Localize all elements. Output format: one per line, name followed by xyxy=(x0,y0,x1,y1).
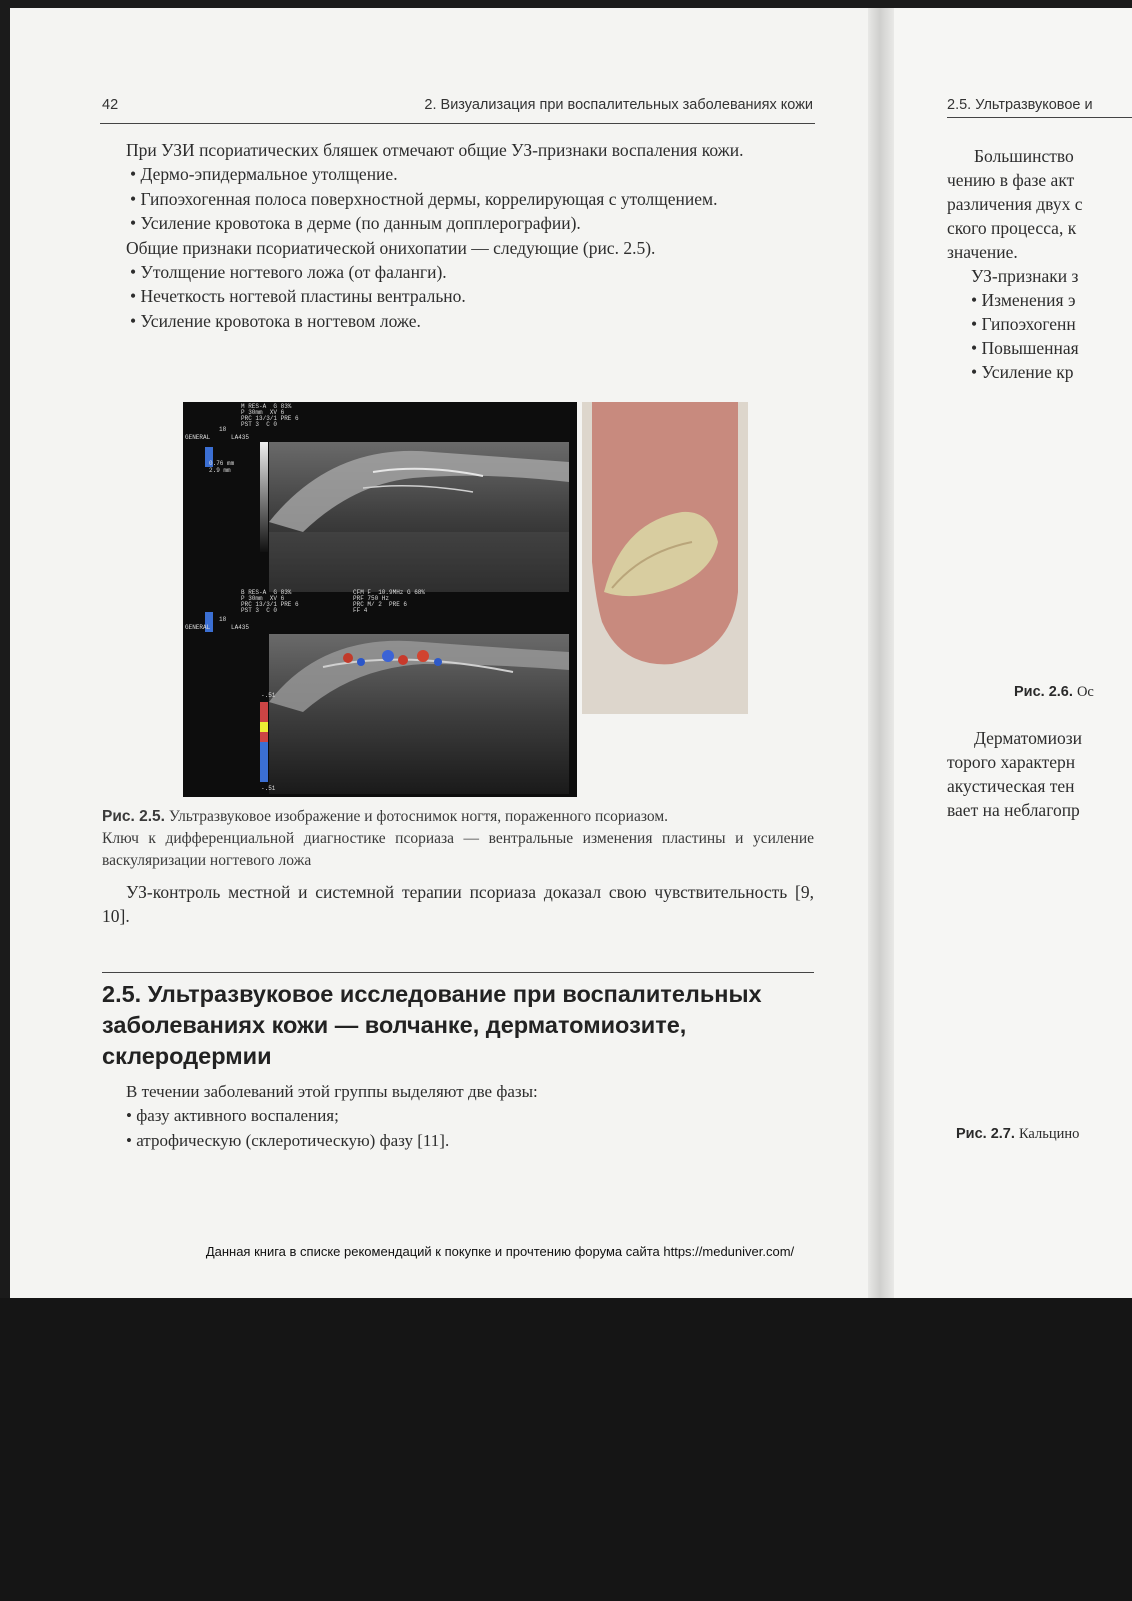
us-scale-bottom: -.51 xyxy=(261,785,276,792)
us-doppler-settings: CFM F 10.9MHz G 68% PRF 750 Hz PRC M/ 2 PRE 6 FF 4 xyxy=(353,589,426,614)
figure-2-5 xyxy=(183,402,748,797)
us-bottom-settings: B RES-A G 83% P 30mm XV 6 PRC 13/3/1 PRE 6 PST 3 C 0 xyxy=(241,589,299,614)
running-head xyxy=(100,97,815,124)
conclusion: УЗ-контроль местной и системной терапии псориаза доказал свою чувствительность [9, 10]. xyxy=(102,882,814,927)
phases-text xyxy=(102,1080,814,1153)
phase-item: • фазу активного воспаления; xyxy=(102,1104,814,1128)
right-bullet: • Изменения э xyxy=(971,290,1076,310)
us-top-settings: M RES-A G 83% P 30mm XV 6 PRC 13/3/1 PRE 6 PST 3 C 0 xyxy=(241,403,299,428)
nail-intro: Общие признаки псориатической онихопатии — следующие (рис. 2.5). xyxy=(126,237,656,258)
psoriasis-text xyxy=(102,138,814,333)
us-measurements: 0.76 mm 2.9 mm xyxy=(209,460,235,474)
chapter-title: 2. Визуализация при воспалительных заболеваниях кожи xyxy=(424,97,813,113)
ultrasound-image xyxy=(183,402,577,797)
us-bottom-probe: LA435 xyxy=(231,624,250,631)
us-top-depth: 18 xyxy=(219,426,227,433)
right-bullet: • Гипоэхогенн xyxy=(971,314,1076,334)
book-gutter xyxy=(868,8,894,1298)
right-para2-line: акустическая тен xyxy=(947,776,1075,796)
section-heading: 2.5. Ультразвуковое исследование при воспалительных заболеваниях кожи — волчанке, дерматомиозите, склеродермии xyxy=(102,972,814,1072)
scan-background xyxy=(0,1298,1132,1601)
right-line: различения двух с xyxy=(947,194,1083,214)
nail-photo xyxy=(582,402,748,714)
us-bottom-mode: GENERAL xyxy=(185,624,211,631)
fig-2-6-caption: Рис. 2.6. Ос xyxy=(1014,684,1094,700)
us-scale-top: -.51 xyxy=(261,692,276,699)
right-line: чению в фазе акт xyxy=(947,170,1075,190)
phase-item: • атрофическую (склеротическую) фазу [11]. xyxy=(102,1129,814,1153)
right-line: ского процесса, к xyxy=(947,218,1077,238)
right-page xyxy=(890,8,1132,1298)
page-number: 42 xyxy=(102,97,119,113)
right-line: УЗ-признаки з xyxy=(971,266,1079,286)
right-para2-line: Дерматомиози xyxy=(974,728,1082,748)
footer-note: Данная книга в списке рекомендаций к покупке и прочтению форума сайта https://meduniver.com/ xyxy=(205,1244,795,1259)
right-line: значение. xyxy=(947,242,1018,262)
us-bottom-depth: 18 xyxy=(219,616,227,623)
nail-sign: • Нечеткость ногтевой пластины вентрально. xyxy=(102,284,814,308)
plaque-sign: • Дермо-эпидермальное утолщение. xyxy=(102,162,814,186)
phases-intro: В течении заболеваний этой группы выделяют две фазы: xyxy=(126,1082,538,1101)
figure-caption: Рис. 2.5. Ультразвуковое изображение и фотоснимок ногтя, пораженного псориазом. Ключ к дифференциальной диагностике псориаза — вентральные изменения пластины и усиление васкуляризации ногтевого ложа xyxy=(102,808,814,869)
plaque-sign: • Гипоэхогенная полоса поверхностной дермы, коррелирующая с утолщением. xyxy=(102,187,814,211)
right-bullet: • Усиление кр xyxy=(971,362,1074,382)
toe-photo xyxy=(582,402,748,714)
nail-sign: • Утолщение ногтевого ложа (от фаланги). xyxy=(102,260,814,284)
us-top-probe: LA435 xyxy=(231,434,250,441)
nail-sign: • Усиление кровотока в ногтевом ложе. xyxy=(102,309,814,333)
right-line: Большинство xyxy=(974,146,1074,166)
right-para2-line: вает на неблагопр xyxy=(947,800,1080,820)
right-running-head: 2.5. Ультразвуковое и xyxy=(947,97,1132,118)
us-top-mode: GENERAL xyxy=(185,434,211,441)
fig-2-7-caption: Рис. 2.7. Кальцино xyxy=(956,1126,1080,1142)
right-bullet: • Повышенная xyxy=(971,338,1079,358)
intro-paragraph: При УЗИ псориатических бляшек отмечают общие УЗ-признаки воспаления кожи. xyxy=(126,140,744,160)
plaque-sign: • Усиление кровотока в дерме (по данным допплерографии). xyxy=(102,211,814,235)
right-para2-line: торого характерн xyxy=(947,752,1076,772)
